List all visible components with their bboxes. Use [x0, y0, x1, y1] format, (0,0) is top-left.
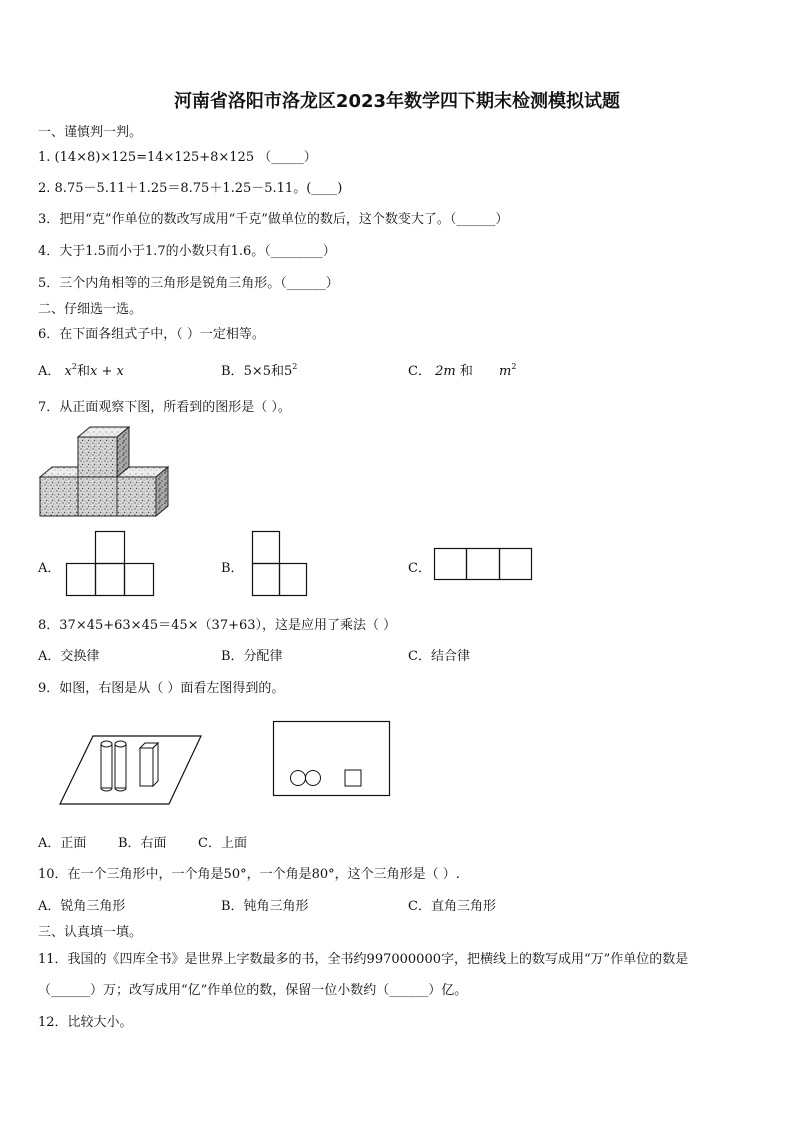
- cube-front-face: [78, 477, 117, 516]
- question-11-line-2: （______）万；改写成用“亿”作单位的数，保留一位小数约（______）亿。: [38, 983, 468, 998]
- square-cell: [500, 549, 532, 580]
- math-expression: 5×5和5: [243, 364, 293, 379]
- option-c-shape: [434, 548, 533, 581]
- page-title: 河南省洛阳市洛龙区2023年数学四下期末检测模拟试题: [173, 91, 621, 112]
- question-3: 3．把用“克”作单位的数改写成用“千克”做单位的数后，这个数变大了。（______）: [38, 212, 509, 227]
- square-cell: [67, 564, 96, 596]
- square-cell: [96, 564, 125, 596]
- cube-front-face: [78, 437, 117, 477]
- square-cell: [467, 549, 500, 580]
- question-11-line-1: 11．我国的《四库全书》是世界上字数最多的书，全书约997000000字，把横线上的数写成用“万”作单位的数是: [38, 952, 689, 967]
- question-12: 12．比较大小。: [38, 1015, 133, 1030]
- math-superscript: 2: [511, 362, 517, 371]
- question-9-option-c: C．上面: [198, 836, 247, 851]
- question-9-option-a: A．正面: [38, 836, 87, 851]
- question-6-option-c: [408, 360, 516, 379]
- cylinder-top: [101, 741, 112, 747]
- cylinder-body: [101, 744, 112, 788]
- view-frame: [274, 722, 390, 796]
- question-8-option-b: B．分配律: [221, 649, 283, 664]
- view-result-figure: [273, 721, 391, 797]
- question-5: 5．三个内角相等的三角形是锐角三角形。（______）: [38, 276, 339, 291]
- question-10-option-b: B．钝角三角形: [221, 899, 309, 914]
- prism-side: [153, 743, 158, 786]
- option-a-shape: [66, 531, 154, 597]
- question-7-stem: 7．从正面观察下图，所看到的图形是（ ）。: [38, 400, 291, 415]
- math-m: m: [499, 364, 512, 379]
- question-7-option-b-label: B．: [221, 561, 244, 576]
- square-view: [345, 770, 361, 786]
- option-b-shape: [252, 531, 308, 597]
- math-superscript: 2: [292, 362, 298, 371]
- cylinder-body: [115, 744, 126, 788]
- question-4: 4．大于1.5而小于1.7的小数只有1.6。（________）: [38, 244, 336, 259]
- square-cell: [253, 564, 280, 596]
- and-word: 和: [76, 364, 90, 379]
- table-surface: [60, 736, 201, 804]
- circle-view: [306, 771, 321, 786]
- question-8-option-c: C．结合律: [408, 649, 470, 664]
- question-6-option-b: [221, 360, 297, 379]
- and-word: 和: [459, 364, 473, 379]
- cube-top-face: [40, 467, 78, 477]
- question-8-stem: 8．37×45+63×45＝45×（37+63），这是应用了乘法（ ）: [38, 618, 397, 633]
- section-heading-fill: 三、认真填一填。: [38, 925, 143, 940]
- cylinder-top: [115, 741, 126, 747]
- math-2m: 2m: [435, 364, 456, 379]
- circle-view: [291, 771, 306, 786]
- math-superscript: 2: [71, 362, 77, 371]
- math-expression: x + x: [89, 364, 124, 379]
- section-heading-choose: 二、仔细选一选。: [38, 302, 143, 317]
- question-7-option-c-label: C．: [408, 561, 431, 576]
- question-8-option-a: A．交换律: [38, 649, 100, 664]
- option-label: A．: [38, 364, 61, 379]
- square-cell: [280, 564, 307, 596]
- math-x: x: [64, 364, 72, 379]
- question-6-stem: 6．在下面各组式子中，（ ）一定相等。: [38, 327, 265, 342]
- question-9-stem: 9．如图，右图是从（ ）面看左图得到的。: [38, 681, 285, 696]
- square-cell: [96, 532, 125, 564]
- question-10-option-c: C．直角三角形: [408, 899, 496, 914]
- question-7-option-a-label: A．: [38, 561, 61, 576]
- objects-on-table-figure: [58, 734, 203, 806]
- question-10-option-a: A．锐角三角形: [38, 899, 126, 914]
- question-10-stem: 10．在一个三角形中，一个角是50°，一个角是80°，这个三角形是（ ）.: [38, 867, 460, 882]
- question-1: 1. (14×8)×125=14×125+8×125 （_____）: [38, 150, 317, 165]
- square-cell: [435, 549, 467, 580]
- cube-front-face: [40, 477, 78, 516]
- section-heading-judge: 一、谨慎判一判。: [38, 125, 143, 140]
- option-label: C．: [408, 364, 431, 379]
- option-label: B．: [221, 364, 244, 379]
- question-9-option-b: B．右面: [118, 836, 167, 851]
- cube-stack-figure: [38, 424, 173, 520]
- square-cell: [253, 532, 280, 564]
- prism-front: [140, 748, 153, 786]
- question-6-option-a: [38, 360, 124, 379]
- square-cell: [125, 564, 154, 596]
- question-2: 2. 8.75－5.11＋1.25＝8.75＋1.25－5.11。(____): [38, 181, 343, 196]
- cube-front-face: [117, 477, 156, 516]
